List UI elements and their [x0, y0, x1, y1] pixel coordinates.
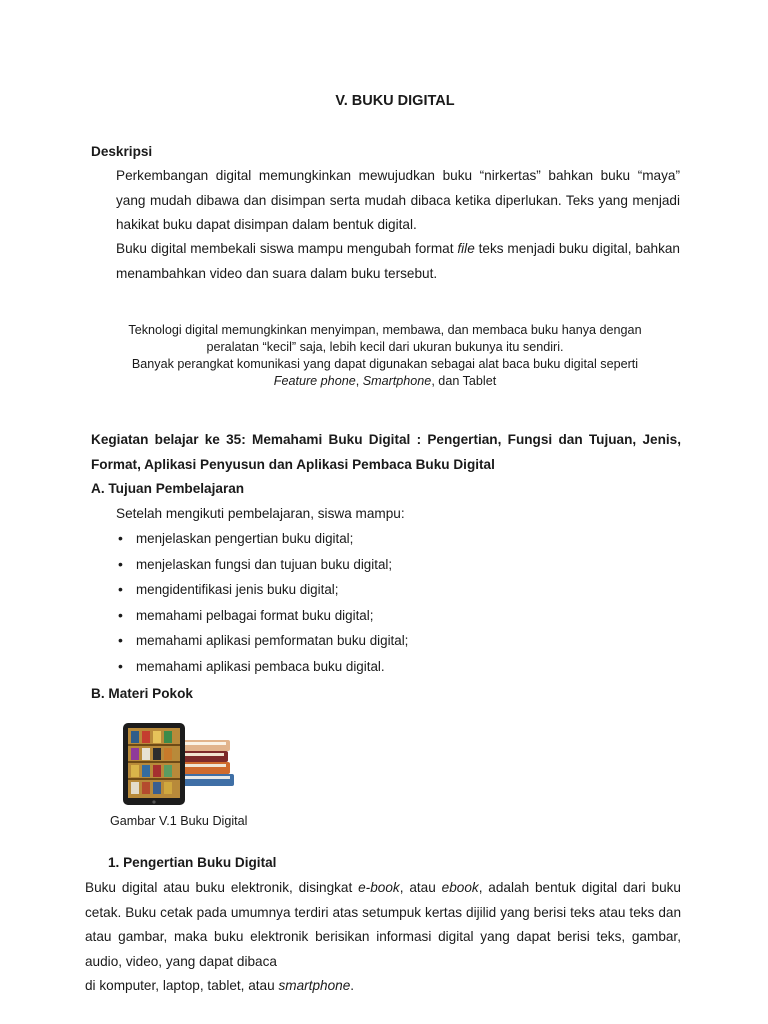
list-item: • memahami pelbagai format buku digital; — [116, 603, 676, 629]
list-item: • menjelaskan pengertian buku digital; — [116, 526, 676, 552]
italic-term: Feature phone — [273, 374, 356, 388]
pengertian-heading: 1. Pengertian Buku Digital — [108, 855, 277, 870]
quote-line-3: Banyak perangkat komunikasi yang dapat digunakan sebagai alat baca buku digital seperti — [131, 357, 639, 371]
list-item: • memahami aplikasi pembaca buku digital. — [116, 654, 676, 680]
text-run: teks menjadi buku digital, bahkan menambahkan video dan suara dalam buku tersebut. — [116, 241, 680, 281]
quote-line-4 — [120, 373, 650, 390]
text-run: Buku digital atau buku elektronik, disingkat — [85, 880, 359, 895]
deskripsi-paragraph-1: Perkembangan digital memungkinkan mewujudkan buku “nirkertas” bahkan buku “maya” yang mudah dibawa dan disimpan serta mudah dibaca ketika diperlukan. Teks yang menjadi hakikat buku dapat disimpan dalam bentuk digital. — [116, 168, 680, 232]
chapter-title: V. BUKU DIGITAL — [335, 93, 455, 109]
text-run: , dan Tablet — [431, 374, 497, 388]
figure-caption: Gambar V.1 Buku Digital — [110, 814, 248, 828]
text-run: Buku digital membekali siswa mampu mengubah format — [116, 241, 458, 256]
list-item: • menjelaskan fungsi dan tujuan buku digital; — [116, 552, 676, 578]
pengertian-last-line — [85, 974, 681, 999]
list-item: • mengidentifikasi jenis buku digital; — [116, 577, 676, 603]
deskripsi-paragraph-2 — [116, 237, 680, 286]
text-run: , atau — [399, 880, 442, 895]
section-a-heading: A. Tujuan Pembelajaran — [91, 481, 245, 496]
kegiatan-title — [91, 428, 681, 477]
italic-term: smartphone — [278, 978, 351, 993]
text-run: . — [350, 978, 355, 993]
text-run: , adalah bentuk digital dari buku cetak. Buku cetak pada umumnya terdiri atas setumpuk kertas dijilid yang berisi teks atau teks dan atau gambar, maka buku elektronik berisikan informasi digital yang dapat berisi teks, gambar, audio, video, yang dapat dibaca — [85, 880, 681, 969]
tablet-books-icon — [118, 718, 240, 808]
quote-line-2: peralatan “kecil” saja, lebih kecil dari ukuran bukunya itu sendiri. — [206, 340, 564, 354]
italic-term: file — [457, 241, 475, 256]
digital-book-illustration — [118, 718, 240, 808]
italic-term: e-book — [358, 880, 400, 895]
section-b-heading: B. Materi Pokok — [91, 686, 193, 701]
section-a-intro: Setelah mengikuti pembelajaran, siswa mampu: — [116, 506, 405, 521]
kegiatan-title-line-2: Format, Aplikasi Penyusun dan Aplikasi Pembaca Buku Digital — [91, 456, 495, 472]
quote-line-1: Teknologi digital memungkinkan menyimpan, membawa, dan membaca buku hanya dengan — [128, 323, 642, 337]
italic-term: ebook — [441, 880, 479, 895]
pengertian-paragraph — [85, 876, 681, 974]
intro-quote — [120, 322, 650, 390]
deskripsi-heading: Deskripsi — [91, 144, 153, 159]
kegiatan-title-line-1: Kegiatan belajar ke 35: Memahami Buku Digital : Pengertian, Fungsi dan Tujuan, Jenis, — [91, 432, 681, 447]
objectives-list — [116, 526, 676, 680]
text-run: di komputer, laptop, tablet, atau — [85, 978, 279, 993]
italic-term: Smartphone — [362, 374, 432, 388]
list-item: • memahami aplikasi pemformatan buku digital; — [116, 628, 676, 654]
text-run: , — [355, 374, 363, 388]
